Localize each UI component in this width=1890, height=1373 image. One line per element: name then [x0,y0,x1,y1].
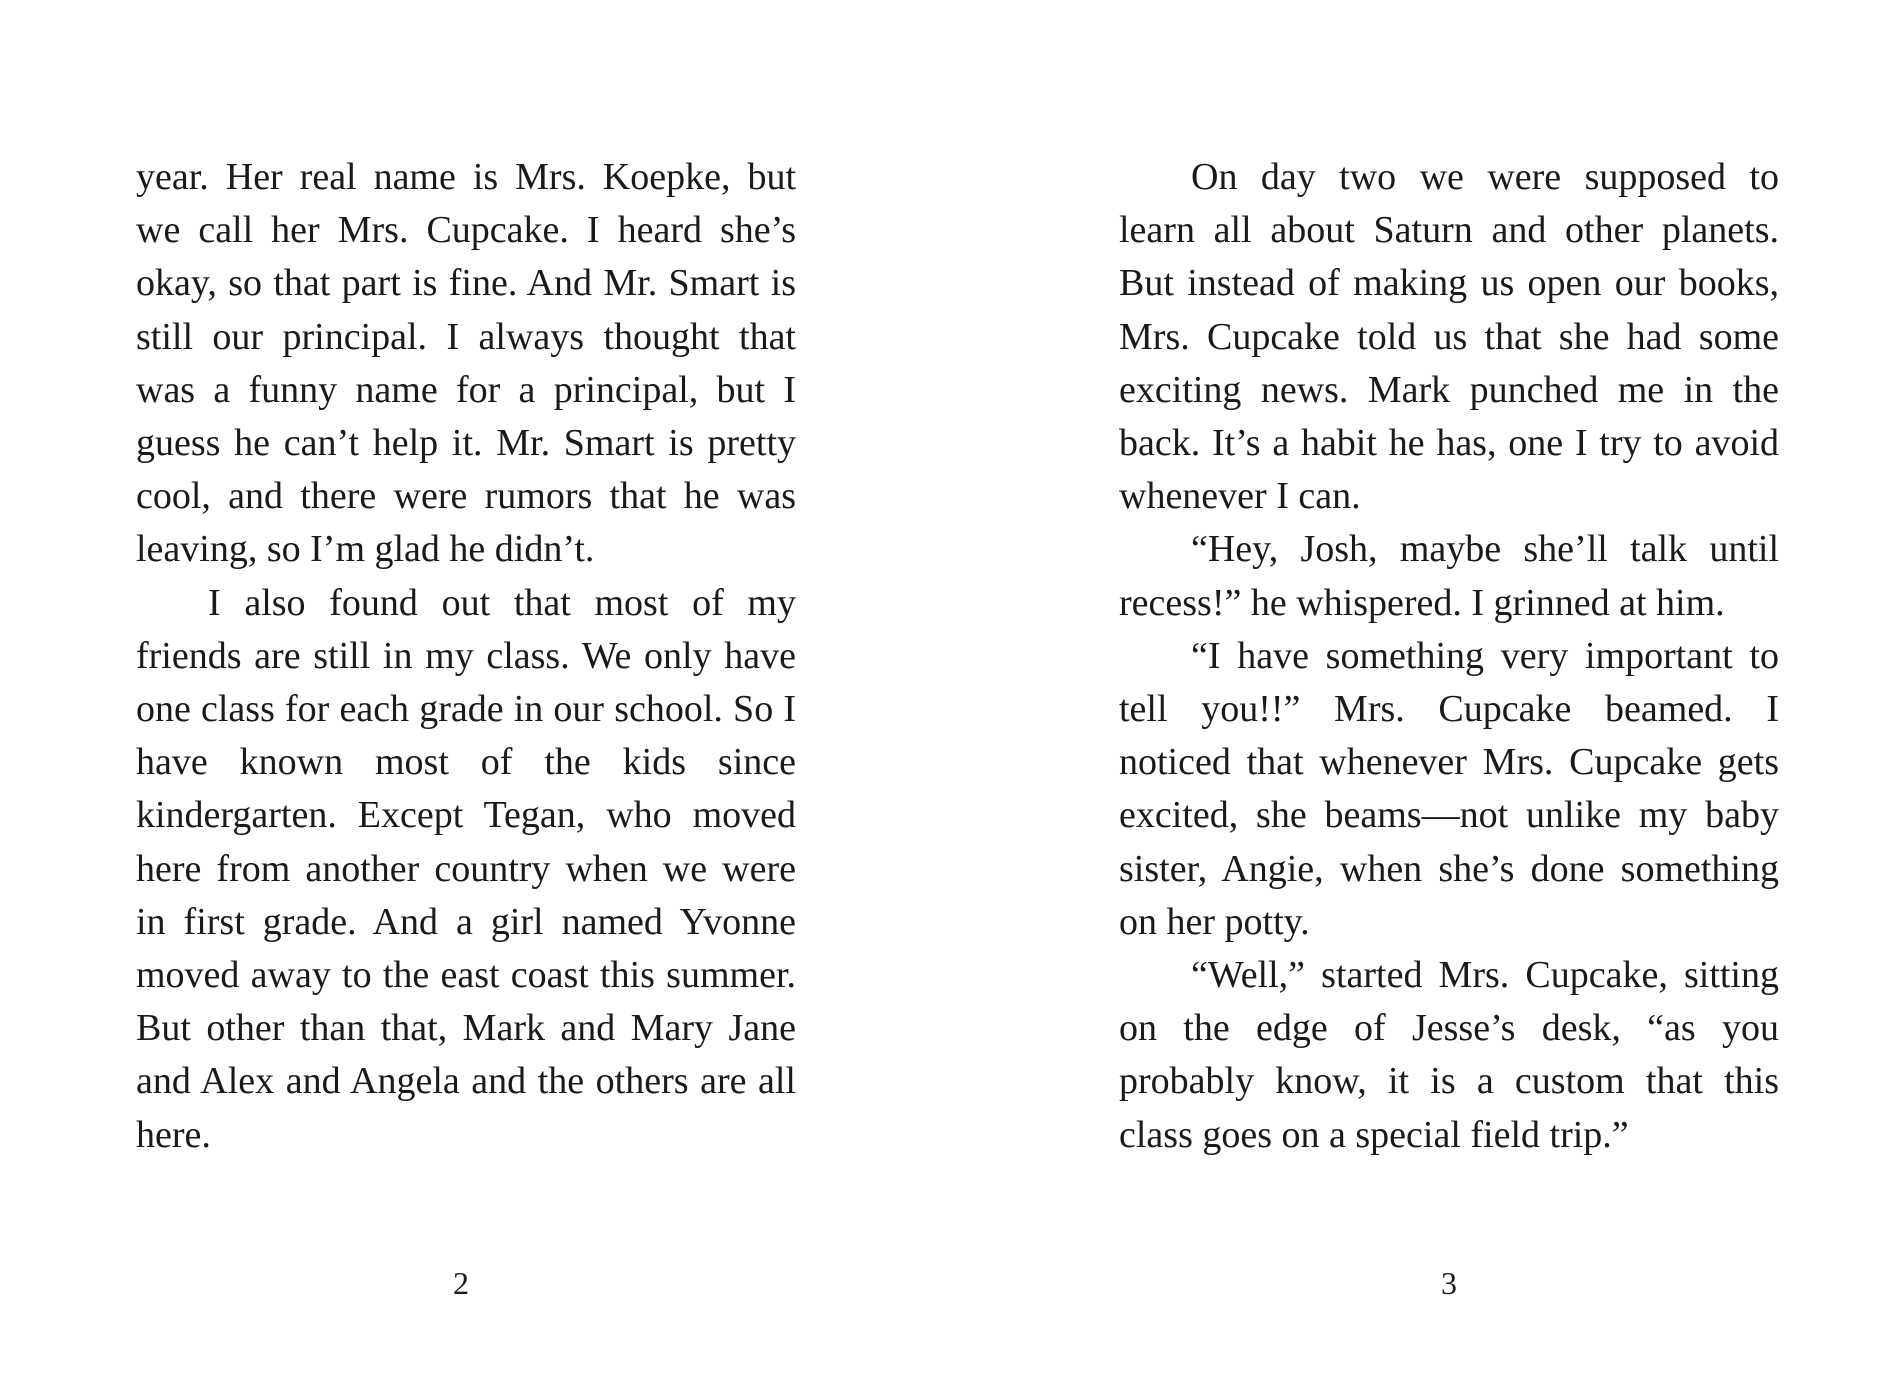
right-page-text [1119,151,1779,1162]
left-page-number: 2 [453,1265,469,1301]
left-page-text [136,151,796,1162]
right-paragraph-1: On day two we were supposed to learn all about Saturn and other planets. But instead of making us open our books, Mrs. Cupcake told us that she had some exciting news. Mark punched me in the back. It’s a habit he has, one I try to avoid whenever I can. [1119,156,1779,518]
right-paragraph-3: “I have something very important to tell you!!” Mrs. Cupcake beamed. I noticed that whenever Mrs. Cupcake gets excited, she beams—not unlike my baby sister, Angie, when she’s done something on her potty. [1119,634,1779,943]
right-paragraph-4: “Well,” started Mrs. Cupcake, sitting on the edge of Jesse’s desk, “as you probably know, it is a custom that this class goes on a special field trip.” [1119,954,1779,1156]
right-paragraph-2: “Hey, Josh, maybe she’ll talk until recess!” he whispered. I grinned at him. [1119,528,1779,624]
left-paragraph-1: year. Her real name is Mrs. Koepke, but we call her Mrs. Cupcake. I heard she’s okay, so that part is fine. And Mr. Smart is still our principal. I always thought that was a funny name for a principal, but I guess he can’t help it. Mr. Smart is pretty cool, and there were rumors that he was leaving, so I’m glad he didn’t. [136,156,796,571]
right-page-number: 3 [1441,1265,1457,1301]
right-page [945,0,1890,1373]
left-paragraph-2: I also found out that most of my friends are still in my class. We only have one class for each grade in our school. So I have known most of the kids since kindergarten. Except Tegan, who moved here from another country when we were in first grade. And a girl named Yvonne moved away to the east coast this summer. But other than that, Mark and Mary Jane and Alex and Angela and the others are all here. [136,581,796,1156]
